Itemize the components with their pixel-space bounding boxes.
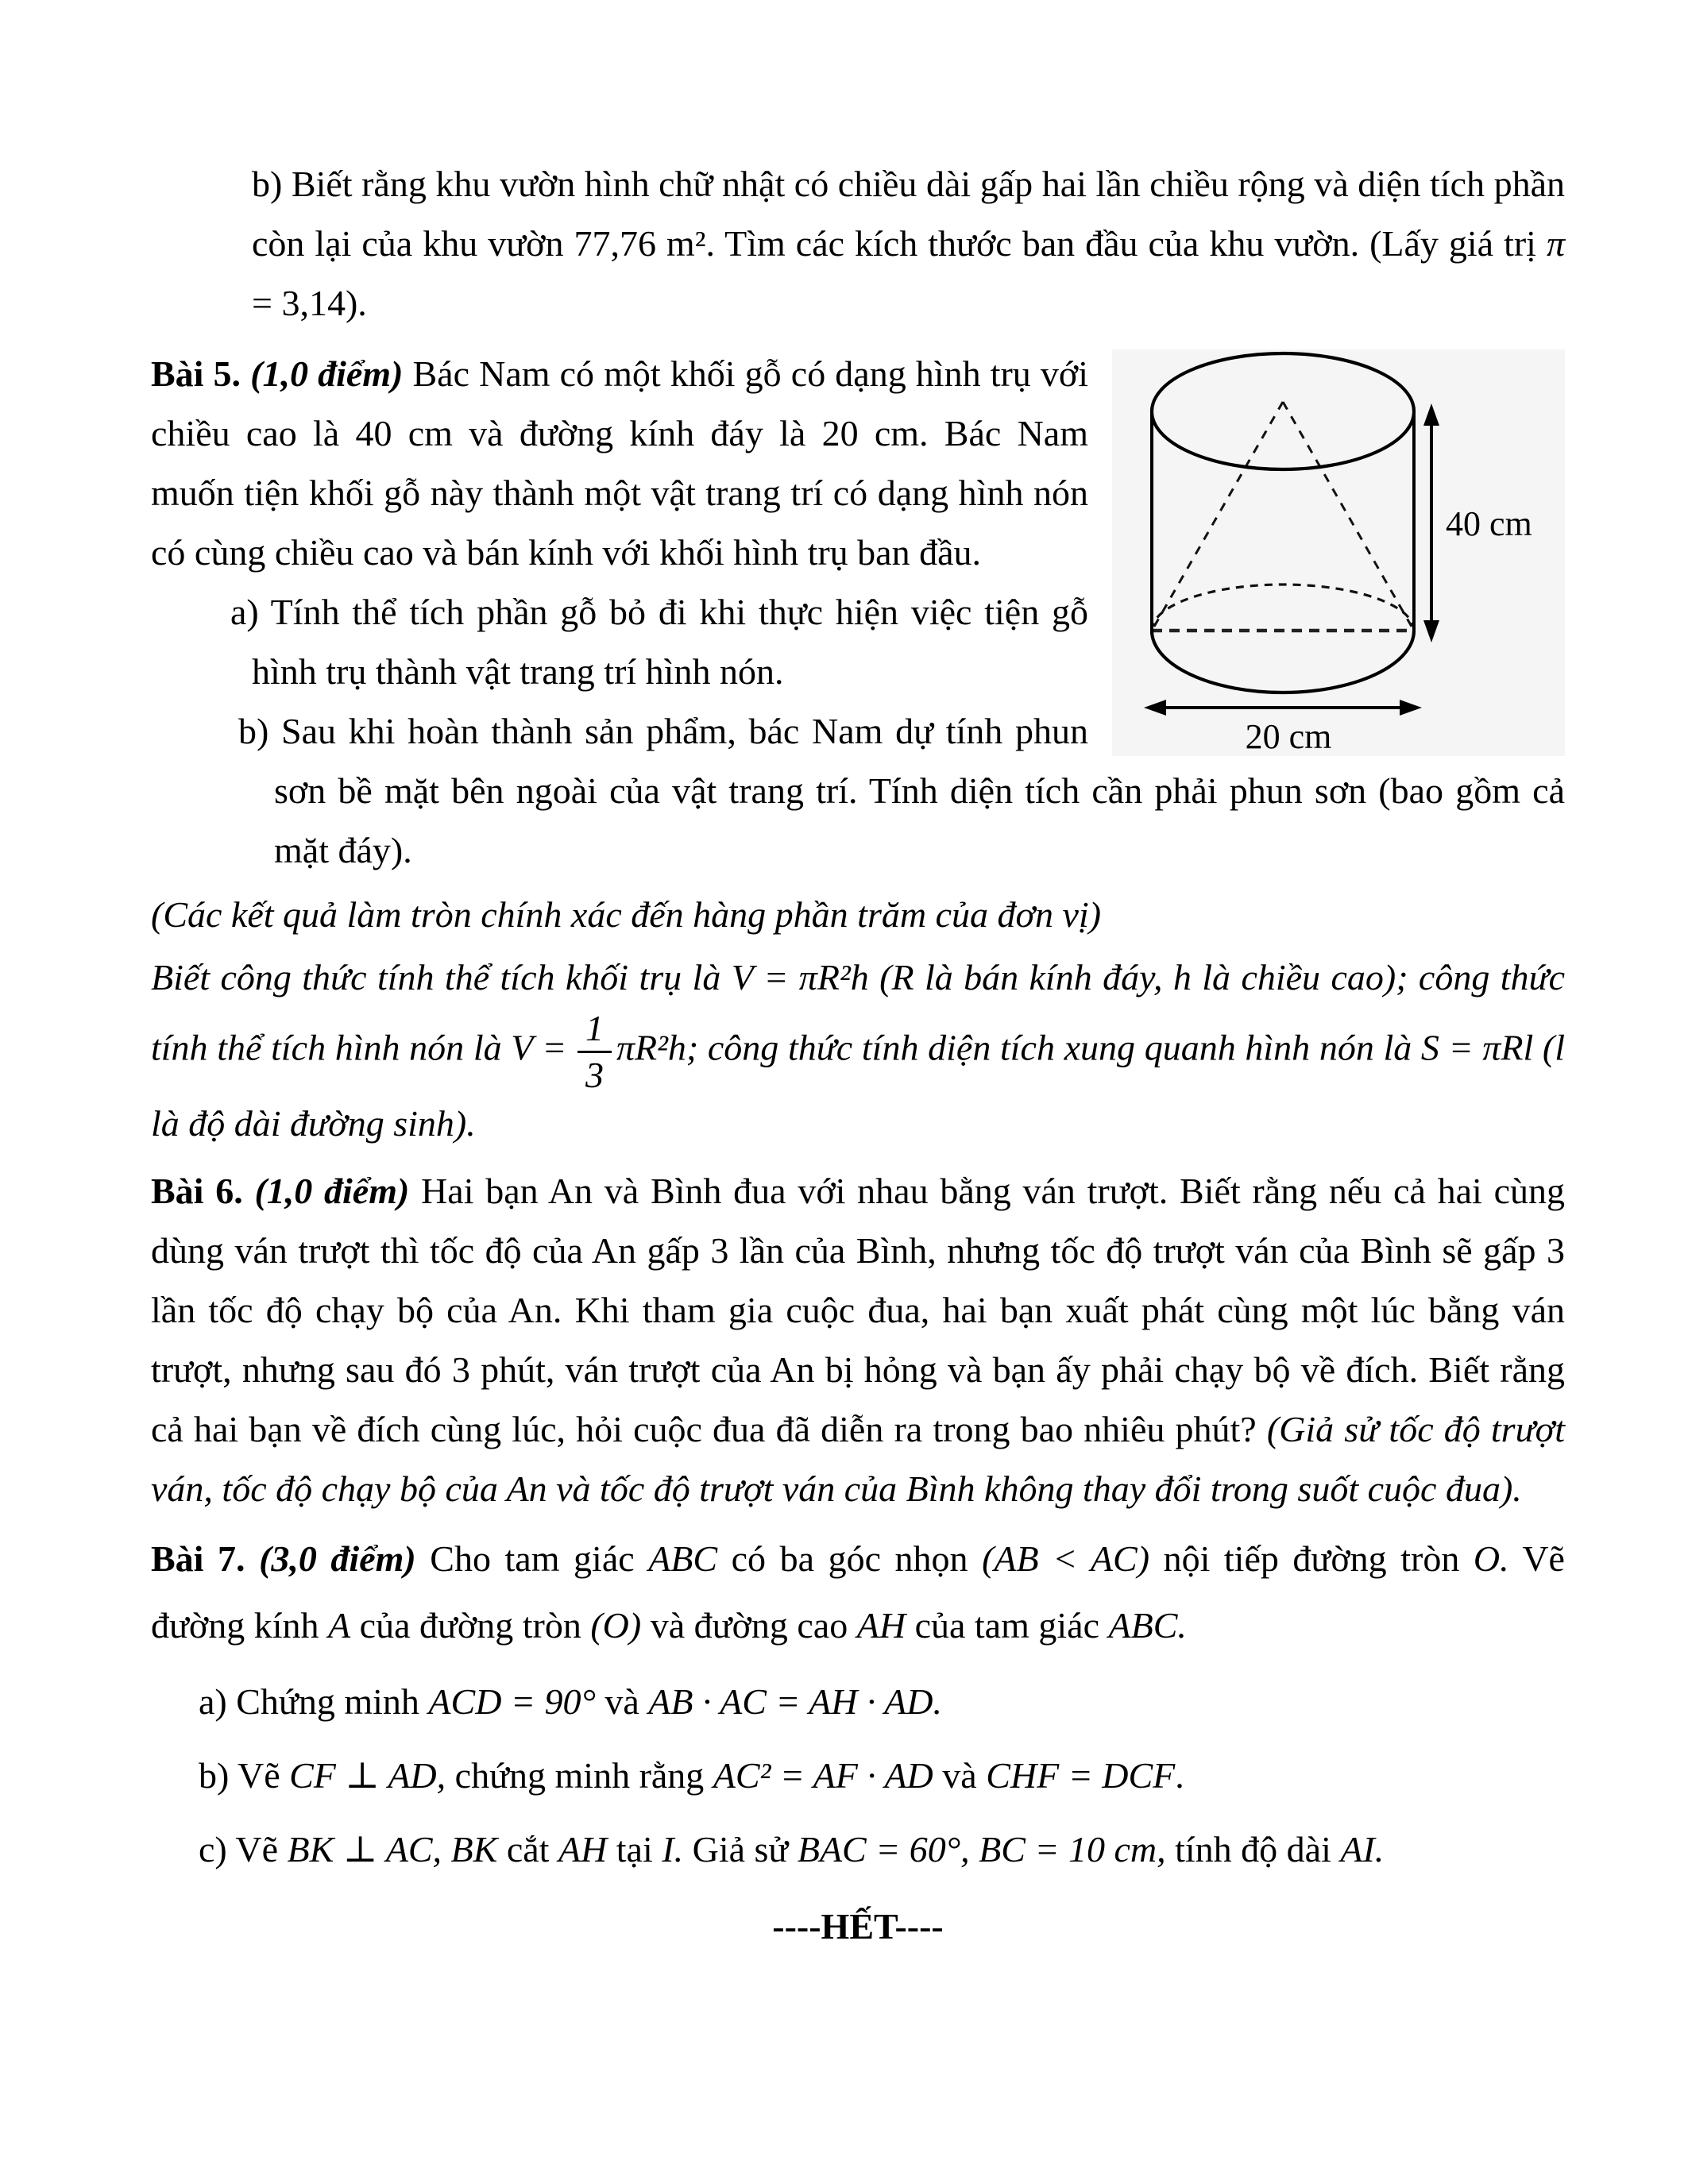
- text-run: Cho tam giác: [415, 1538, 649, 1579]
- formula-part1: Biết công thức tính thể tích khối trụ là V = πR²h (R là bán kính đáy, h là chiều cao); công thức tính thể tích hình nón là V =: [151, 956, 1565, 1067]
- text-run: I.: [662, 1829, 684, 1870]
- text-run: Hai bạn An và Bình đua với nhau bằng ván trượt. Biết rằng nếu cả hai cùng dùng ván trượt thì tốc độ của An gấp 3 lần của Bình, nhưng tốc độ trượt ván của Bình sẽ gấp 3 lần tốc độ chạy bộ của An. Khi tham gia cuộc đua, hai bạn xuất phát cùng một lúc bằng ván trượt, nhưng sau đó 3 phút, ván trượt của An bị hỏng và bạn ấy phải chạy bộ về đích. Biết rằng cả hai bạn về đích cùng lúc, hỏi cuộc đua đã diễn ra trong bao nhiêu phút?: [151, 1171, 1565, 1449]
- text-run: ABC: [648, 1538, 718, 1579]
- text-run: và đường cao: [641, 1604, 857, 1646]
- text-run: và: [595, 1681, 649, 1723]
- cylinder-figure-svg: [1112, 349, 1565, 756]
- text-run: AB · AC = AH · AD.: [648, 1681, 942, 1723]
- formula-note: [151, 948, 1565, 1155]
- text-run: Bài 5.: [151, 353, 251, 394]
- text-run: b) Biết rằng khu vườn hình chữ nhật có chiều dài gấp hai lần chiều rộng và diện tích phần còn lại của khu vườn 77,76 m². Tìm các kích thước ban đầu của khu vườn. (Lấy giá trị: [252, 164, 1565, 264]
- text-run: BAC = 60°, BC = 10 cm,: [797, 1829, 1166, 1870]
- text-run: Bài 6.: [151, 1171, 255, 1212]
- text-run: ACD = 90°: [428, 1681, 596, 1723]
- formula-part2: πR²h; công thức tính diện tích xung quanh hình nón là S = πRl (l là độ dài đường sinh).: [151, 1026, 1565, 1144]
- problem-5-item-a: a) Tính thể tích phần gỗ bỏ đi khi thực hiện việc tiện gỗ hình trụ thành vật trang trí hình nón.: [230, 591, 1088, 692]
- text-run: (3,0 điểm): [259, 1538, 416, 1579]
- text-run: Bác Nam có một khối gỗ có dạng hình trụ với chiều cao là 40 cm và đường kính đáy là 20 cm. Bác Nam muốn tiện khối gỗ này thành một vật trang trí có dạng hình nón có cùng chiều cao và bán kính với khối hình trụ ban đầu.: [151, 353, 1088, 573]
- problem-4b-paragraph: [252, 155, 1565, 334]
- text-run: (Giả sử tốc độ trượt ván, tốc độ chạy bộ của An và tốc độ trượt ván của Bình không thay đổi trong suốt cuộc đua).: [151, 1409, 1566, 1509]
- problem-6-paragraph: [151, 1162, 1565, 1519]
- text-run: CF ⊥ AD,: [289, 1755, 446, 1796]
- problem-7-item-a: [199, 1673, 1565, 1732]
- text-run: tại: [607, 1829, 662, 1870]
- text-run: nội tiếp đường tròn: [1149, 1538, 1474, 1579]
- text-run: Giả sử: [683, 1829, 798, 1870]
- text-run: A: [328, 1604, 351, 1646]
- text-run: Vẽ đường kính: [151, 1538, 1565, 1646]
- text-run: Bài 7.: [151, 1538, 260, 1579]
- text-run: của tam giác: [906, 1604, 1109, 1646]
- width-dimension-label: 20 cm: [1245, 716, 1332, 756]
- text-run: (1,0 điểm): [250, 353, 404, 394]
- fraction-one-third: [577, 1008, 612, 1095]
- fraction-denominator: 3: [585, 1054, 604, 1095]
- problem-7-statement: [151, 1526, 1565, 1658]
- text-run: π: [1546, 222, 1565, 264]
- text-run: cắt: [497, 1829, 558, 1870]
- end-marker: ----HẾT----: [772, 1906, 944, 1947]
- text-run: có ba góc nhọn: [717, 1538, 983, 1579]
- text-run: b) Vẽ: [199, 1755, 290, 1796]
- text-run: (AB < AC): [982, 1538, 1150, 1579]
- text-run: c) Vẽ: [199, 1829, 288, 1870]
- text-run: chứng minh rằng: [446, 1755, 713, 1796]
- problem-5-item-b: b) Sau khi hoàn thành sản phẩm, bác Nam dự tính phun sơn bề mặt bên ngoài của vật trang trí. Tính diện tích cần phải phun sơn (bao gồm cả mặt đáy).: [238, 710, 1565, 870]
- height-dimension-label: 40 cm: [1446, 504, 1532, 543]
- text-run: ABC.: [1108, 1604, 1187, 1646]
- text-run: (1,0 điểm): [254, 1171, 410, 1212]
- text-run: và: [933, 1755, 987, 1796]
- text-run: BK ⊥ AC, BK: [287, 1829, 498, 1870]
- problem-5-section: [151, 345, 1565, 881]
- problem-7-item-b: [199, 1746, 1565, 1806]
- text-run: AH: [558, 1829, 608, 1870]
- text-run: (O): [590, 1604, 642, 1646]
- text-run: AI.: [1340, 1829, 1385, 1870]
- text-run: AH: [856, 1604, 906, 1646]
- text-run: AC² = AF · AD: [713, 1755, 933, 1796]
- fraction-numerator: 1: [577, 1008, 612, 1053]
- text-run: O.: [1473, 1538, 1509, 1579]
- cylinder-cone-figure: [1112, 349, 1565, 758]
- rounding-note: (Các kết quả làm tròn chính xác đến hàng phần trăm của đơn vị): [151, 893, 1102, 935]
- text-run: = 3,14).: [252, 282, 367, 323]
- text-run: tính độ dài: [1165, 1829, 1341, 1870]
- text-run: a) Chứng minh: [199, 1681, 429, 1723]
- text-run: CHF = DCF: [986, 1755, 1176, 1796]
- figure-background: [1112, 349, 1565, 756]
- problem-7-item-c: [199, 1820, 1565, 1880]
- text-run: .: [1175, 1755, 1184, 1796]
- text-run: của đường tròn: [350, 1604, 591, 1646]
